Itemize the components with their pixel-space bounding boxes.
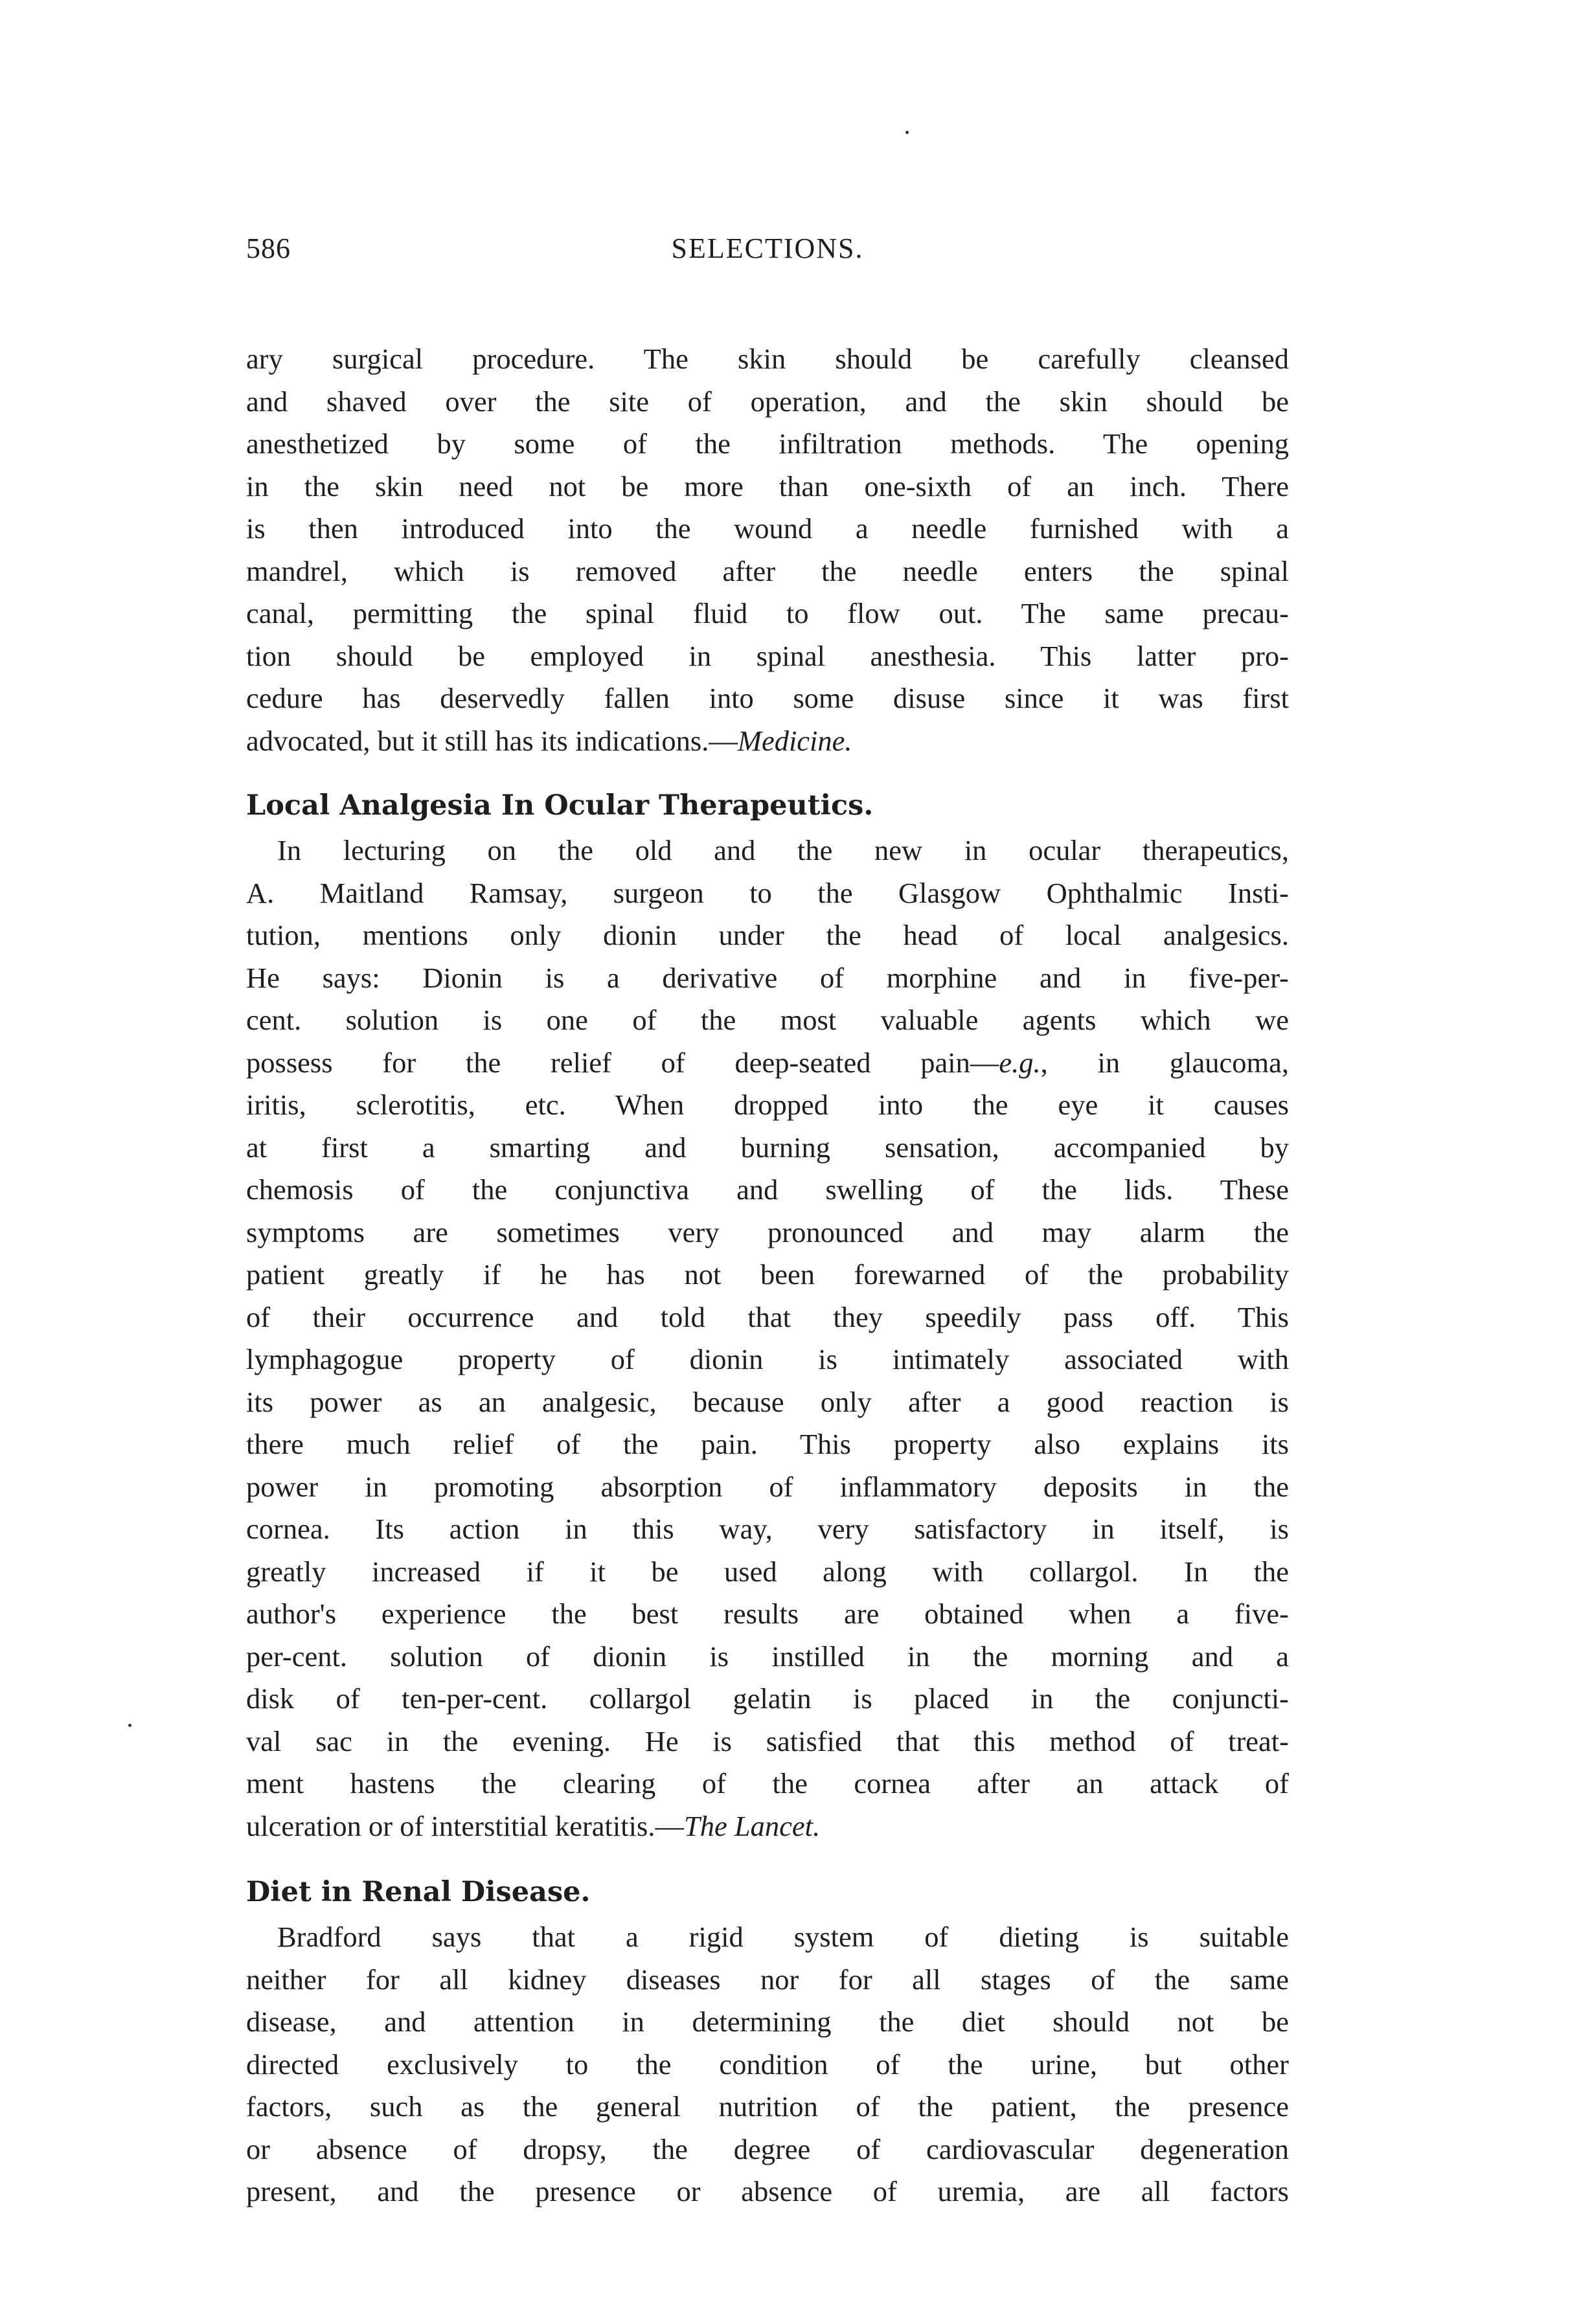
text-line: anesthetized by some of the infiltration methods. The opening	[246, 427, 1289, 460]
text-line: there much relief of the pain. This property also explains its	[246, 1428, 1289, 1460]
line-text: possess for the relief of deep-seated pain—	[246, 1046, 999, 1079]
text-line: directed exclusively to the condition of the urine, but other	[246, 2048, 1289, 2081]
text-line: val sac in the evening. He is satisfied that this method of treat-	[246, 1724, 1289, 1757]
text-line	[246, 1042, 1289, 1085]
text-line: iritis, sclerotitis, etc. When dropped into the eye it causes	[246, 1089, 1289, 1121]
text-line: tion should be employed in spinal anesthesia. This latter pro-	[246, 639, 1289, 672]
text-line: is then introduced into the wound a needle furnished with a	[246, 512, 1289, 545]
text-line: and shaved over the site of operation, and the skin should be	[246, 385, 1289, 418]
speck-mark	[905, 131, 909, 134]
text-line: per-cent. solution of dionin is instilled in the morning and a	[246, 1640, 1289, 1673]
text-line: tution, mentions only dionin under the head of local analgesics.	[246, 919, 1289, 951]
running-title: SELECTIONS.	[671, 232, 864, 264]
text-line: patient greatly if he has not been forewarned of the probability	[246, 1258, 1289, 1291]
text-line: neither for all kidney diseases nor for all stages of the same	[246, 1963, 1289, 1996]
text-line: ary surgical procedure. The skin should be carefully cleansed	[246, 343, 1289, 375]
text-line: canal, permitting the spinal fluid to flow out. The same precau-	[246, 597, 1289, 629]
running-head	[246, 232, 1289, 271]
text-line: disease, and attention in determining the diet should not be	[246, 2005, 1289, 2038]
text-line: mandrel, which is removed after the needle enters the spinal	[246, 554, 1289, 587]
text-column	[246, 338, 1289, 2213]
text-line: at first a smarting and burning sensation, accompanied by	[246, 1131, 1289, 1164]
text-line: symptoms are sometimes very pronounced and may alarm the	[246, 1215, 1289, 1248]
source-citation: Medicine.	[737, 724, 852, 757]
page-number: 586	[246, 232, 291, 264]
source-citation: The Lancet.	[683, 1809, 821, 1842]
section-heading: Local Analgesia In Ocular Therapeutics.	[246, 789, 874, 822]
line-text: , in glaucoma,	[1040, 1046, 1289, 1079]
text-line: cedure has deservedly fallen into some disuse since it was first	[246, 682, 1289, 714]
line-text: ulceration or of interstitial keratitis.—	[246, 1809, 684, 1842]
margin-dot-mark	[128, 1724, 131, 1727]
text-line: or absence of dropsy, the degree of cardiovascular degeneration	[246, 2132, 1289, 2165]
line-text: advocated, but it still has its indications.—	[246, 724, 738, 757]
abbreviation: e.g.	[999, 1046, 1041, 1079]
text-line: present, and the presence or absence of uremia, are all factors	[246, 2175, 1289, 2207]
text-line: chemosis of the conjunctiva and swelling of the lids. These	[246, 1173, 1289, 1206]
text-line: Bradford says that a rigid system of dieting is suitable	[277, 1921, 1289, 1953]
text-line: A. Maitland Ramsay, surgeon to the Glasgow Ophthalmic Insti-	[246, 876, 1289, 909]
text-line: factors, such as the general nutrition of the patient, the presence	[246, 2090, 1289, 2123]
text-line: cornea. Its action in this way, very satisfactory in itself, is	[246, 1513, 1289, 1545]
text-line: power in promoting absorption of inflammatory deposits in the	[246, 1470, 1289, 1503]
text-line: He says: Dionin is a derivative of morphine and in five-per-	[246, 961, 1289, 994]
continued-paragraph	[246, 338, 1289, 762]
text-line: In lecturing on the old and the new in ocular therapeutics,	[277, 834, 1289, 866]
section-diet-renal	[246, 1868, 1289, 2213]
text-line: of their occurrence and told that they speedily pass off. This	[246, 1300, 1289, 1333]
section-heading: Diet in Renal Disease.	[246, 1876, 591, 1908]
text-line: in the skin need not be more than one-sixth of an inch. There	[246, 469, 1289, 502]
text-line: greatly increased if it be used along with collargol. In the	[246, 1555, 1289, 1588]
text-line	[246, 720, 1289, 763]
section-local-analgesia	[246, 782, 1289, 1847]
text-line: cent. solution is one of the most valuable agents which we	[246, 1004, 1289, 1036]
text-line: its power as an analgesic, because only after a good reaction is	[246, 1385, 1289, 1418]
text-line: disk of ten-per-cent. collargol gelatin is placed in the conjuncti-	[246, 1682, 1289, 1715]
text-line: author's experience the best results are obtained when a five-	[246, 1597, 1289, 1630]
text-line: ment hastens the clearing of the cornea after an attack of	[246, 1767, 1289, 1799]
text-line	[246, 1805, 1289, 1848]
text-line: lymphagogue property of dionin is intimately associated with	[246, 1343, 1289, 1375]
